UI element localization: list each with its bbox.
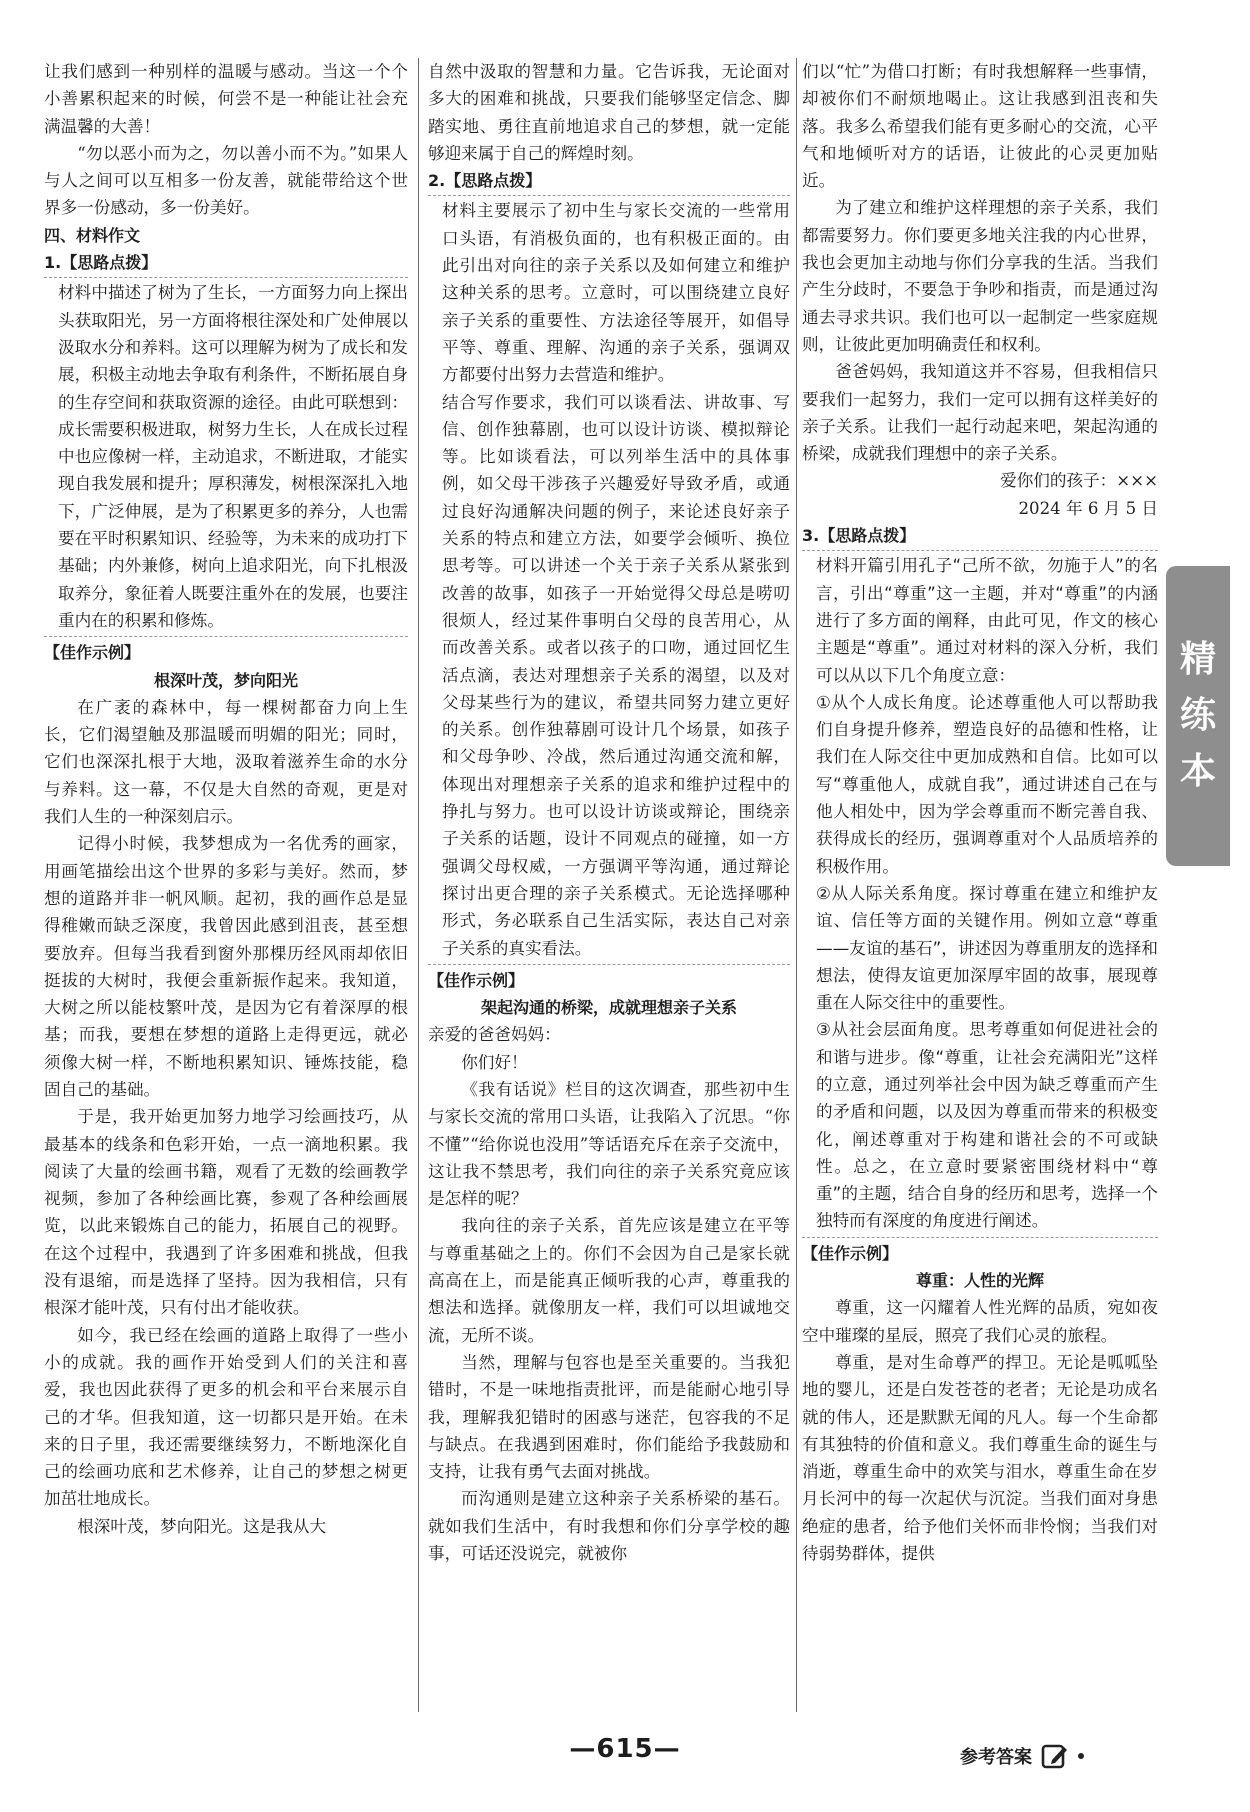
side-tab-char: 精 — [1179, 639, 1216, 680]
column-right — [802, 58, 1158, 1712]
hint-text: 材料开篇引用孔子“己所不欲，勿施于人”的名言，引出“尊重”这一主题，并对“尊重”的内涵进行了多方面的阐释，由此可见，作文的核心主题是“尊重”。通过对材料的深入分析，我们可以从以下几个角度立意： — [816, 556, 1158, 685]
bullet-dot — [1078, 1753, 1084, 1759]
question-heading: 2.【思路点拨】 — [428, 171, 542, 191]
hint-text: ②从人际关系角度。探讨尊重在建立和维护友谊、信任等方面的关键作用。例如立意“尊重——友谊的基石”，讲述因为尊重朋友的选择和想法，使得友谊更加深厚牢固的故事，展现尊重在人际交往中的重要性。 — [816, 883, 1158, 1013]
page-number: —615— — [569, 1734, 681, 1764]
hint-text: 材料中描述了树为了生长，一方面努力向上探出头获取阳光，另一方面将根往深处和广处伸展以汲取水分和养料。这可以理解为树为了成长和发展，积极主动地去争取有利条件，不断拓展自身的生存空间和获取资源的途径。由此可联想到：成长需要积极进取，树努力生长，人在成长过程中也应像树一样，主动追求，不断进取，才能实现自我发展和提升；厚积薄发，树根深深扎入地下，广泛伸展，是为了积累更多的养分，人也需要在平时积累知识、经验等，为未来的成功打下基础；内外兼修，树向上追求阳光，向下扎根汲取养分，象征着人既要注重外在的发展，也要注重内在的积累和修炼。 — [58, 283, 408, 630]
column-divider-2 — [796, 58, 797, 1712]
side-tab-char: 本 — [1179, 751, 1216, 792]
column-middle — [428, 58, 790, 1712]
hint-text: 结合写作要求，我们可以谈看法、讲故事、写信、创作独幕剧，也可以设计访谈、模拟辩论等。比如谈看法，可以列举生活中的具体事例，如父母干涉孩子兴趣爱好导致矛盾，或通过良好沟通解决问题的例子，来论述良好亲子关系的特点和建立方法，如要学会倾听、换位思考等。可以讲述一个关于亲子关系从紧张到改善的故事，如孩子一开始觉得父母总是唠叨很烦人，经过某件事明白父母的良苦用心，从而改善关系。或者以孩子的口吻，通过回忆生活点滴，表达对理想亲子关系的渴望，以及对父母某些行为的建议，希望共同努力建立更好的关系。创作独幕剧可设计几个场景，如孩子和父母争吵、冷战，然后通过沟通交流和解，体现出对理想亲子关系的追求和维护过程中的挣扎与努力。也可以设计访谈或辩论，围绕亲子关系的话题，设计不同观点的碰撞，如一方强调父母权威，一方强调平等沟通，通过辩论探讨出更合理的亲子关系模式。无论选择哪种形式，务必联系自己生活实际，表达自己对亲子关系的真实看法。 — [442, 392, 790, 958]
paragraph: 于是，我开始更加努力地学习绘画技巧，从最基本的线条和色彩开始，一点一滴地积累。我阅读了大量的绘画书籍，观看了无数的绘画教学视频，参加了各种绘画比赛，参观了各种绘画展览，以此来锻炼自己的能力，拓展自己的视野。在这个过程中，我遇到了许多困难和挑战，但我没有退缩，而是选择了坚持。因为我相信，只有根深才能叶茂，只有付出才能收获。 — [44, 1107, 408, 1318]
paragraph: “勿以恶小而为之，勿以善小而不为。”如果人与人之间可以互相多一份友善，就能带给这个世界多一份感动，多一份美好。 — [44, 143, 408, 218]
hint-text: 材料主要展示了初中生与家长交流的一些常用口头语，有消极负面的，也有积极正面的。由此引出对向往的亲子关系以及如何建立和维护这种关系的思考。立意时，可以围绕建立良好亲子关系的重要性、方法途径等展开，如倡导平等、尊重、理解、沟通的亲子关系，强调双方都要付出努力去营造和维护。 — [442, 201, 790, 385]
paragraph: 记得小时候，我梦想成为一名优秀的画家，用画笔描绘出这个世界的多彩与美好。然而，梦想的道路并非一帆风顺。起初，我的画作总是显得稚嫩而缺乏深度，我曾因此感到沮丧，甚至想要放弃。但每当我看到窗外那棵历经风雨却依旧挺拔的大树时，我便会重新振作起来。我知道，大树之所以能枝繁叶茂，是因为它有着深厚的根基；而我，要想在梦想的道路上走得更远，就必须像大树一样，不断地积累知识、锤炼技能，稳固自己的基础。 — [44, 834, 408, 1099]
paragraph: 自然中汲取的智慧和力量。它告诉我，无论面对多大的困难和挑战，只要我们能够坚定信念、脚踏实地、勇往直前地追求自己的梦想，就一定能够迎来属于自己的辉煌时刻。 — [428, 62, 790, 163]
hint-box — [428, 195, 790, 964]
example-heading: 【佳作示例】 — [44, 643, 141, 663]
essay-title: 尊重：人性的光辉 — [915, 1271, 1044, 1291]
paragraph: 们以“忙”为借口打断；有时我想解释一些事情，却被你们不耐烦地喝止。这让我感到沮丧和失落。我多么希望我们能有更多耐心的交流，心平气和地倾听对方的话语，让彼此的心灵更加贴近。 — [802, 62, 1158, 191]
paragraph: 如今，我已经在绘画的道路上取得了一些小小的成就。我的画作开始受到人们的关注和喜爱，我也因此获得了更多的机会和平台来展示自己的才华。但我知道，这一切都只是开始。在未来的日子里，我还需要继续努力，不断地深化自己的绘画功底和艺术修养，让自己的梦想之树更加茁壮地成长。 — [44, 1325, 408, 1509]
question-heading: 3.【思路点拨】 — [802, 526, 916, 546]
section-heading: 四、材料作文 — [44, 225, 141, 245]
paragraph: 在广袤的森林中，每一棵树都奋力向上生长，它们渴望触及那温暖而明媚的阳光；同时，它们也深深扎根于大地，汲取着滋养生命的水分与养料。这一幕，不仅是大自然的奇观，更是对我们人生的一种深刻启示。 — [44, 697, 408, 827]
side-tab — [1166, 566, 1230, 866]
side-tab-char: 练 — [1179, 695, 1216, 736]
hint-text: ①从个人成长角度。论述尊重他人可以帮助我们自身提升修养，塑造良好的品德和性格，让我们在人际交往中更加成熟和自信。比如可以写“尊重他人，成就自我”，通过讲述自己在与他人相处中，因为学会尊重而不断完善自我、获得成长的经历，强调尊重对个人品质培养的积极作用。 — [816, 692, 1158, 876]
letter-date: 2024 年 6 月 5 日 — [1018, 498, 1158, 518]
hint-text: ③从社会层面角度。思考尊重如何促进社会的和谐与进步。像“尊重，让社会充满阳光”这样的立意，通过列举社会中因为缺乏尊重而产生的矛盾和问题，以及因为尊重而带来的积极变化，阐述尊重对于构建和谐社会的不可或缺性。总之，在立意时要紧密围绕材料中“尊重”的主题，结合自身的经历和思考，选择一个独特而有深度的角度进行阐述。 — [816, 1020, 1158, 1231]
paragraph: 根深叶茂，梦向阳光。这是我从大 — [77, 1516, 327, 1536]
hint-box — [802, 550, 1158, 1237]
letter-signature: 爱你们的孩子：××× — [1000, 471, 1158, 491]
essay-title: 架起沟通的桥梁，成就理想亲子关系 — [480, 998, 737, 1018]
essay-title: 根深叶茂，梦向阳光 — [153, 670, 298, 690]
paragraph: 尊重，是对生命尊严的捍卫。无论是呱呱坠地的婴儿，还是白发苍苍的老者；无论是功成名就的伟人，还是默默无闻的凡人。每一个生命都有其独特的价值和意义。我们尊重生命的诞生与消逝，尊重生命中的欢笑与泪水，尊重生命在岁月长河中的每一次起伏与沉淀。当我们面对身患绝症的患者，给予他们关怀而非怜悯；当我们对待弱势群体，提供 — [802, 1352, 1158, 1564]
example-heading: 【佳作示例】 — [428, 970, 525, 990]
question-heading: 1.【思路点拨】 — [44, 253, 158, 273]
paragraph: 我向往的亲子关系，首先应该是建立在平等与尊重基础之上的。你们不会因为自己是家长就高高在上，而是能真正倾听我的心声，尊重我的想法和选择。就像朋友一样，我们可以坦诚地交流，无所不谈。 — [428, 1216, 790, 1345]
letter-greeting: 亲爱的爸爸妈妈： — [428, 1025, 561, 1045]
paragraph: 《我有话说》栏目的这次调查，那些初中生与家长交流的常用口头语，让我陷入了沉思。“你不懂”“给你说也没用”等话语充斥在亲子交流中，这让我不禁思考，我们向往的亲子关系究竟应该是怎样的呢？ — [428, 1079, 790, 1209]
footer — [960, 1740, 1084, 1772]
example-heading: 【佳作示例】 — [802, 1243, 899, 1263]
paragraph: 而沟通则是建立这种亲子关系桥梁的基石。就如我们生活中，有时我想和你们分享学校的趣事，可话还没说完，就被你 — [428, 1489, 790, 1564]
paragraph: 当然，理解与包容也是至关重要的。当我犯错时，不是一味地指责批评，而是能耐心地引导我，理解我犯错时的困惑与迷茫，包容我的不足与缺点。在我遇到困难时，你们能给予我鼓励和支持，让我有勇气去面对挑战。 — [428, 1352, 790, 1482]
hint-box — [44, 277, 408, 637]
footer-label: 参考答案 — [960, 1747, 1032, 1768]
letter-hello: 你们好！ — [461, 1052, 528, 1072]
paragraph: 让我们感到一种别样的温暖与感动。当这一个个小善累积起来的时候，何尝不是一种能让社会充满温馨的大善！ — [44, 62, 408, 136]
paragraph: 爸爸妈妈，我知道这并不容易，但我相信只要我们一起努力，我们一定可以拥有这样美好的亲子关系。让我们一起行动起来吧，架起沟通的桥梁，成就我们理想中的亲子关系。 — [802, 362, 1158, 464]
pen-note-icon — [1040, 1741, 1070, 1771]
column-left — [44, 58, 408, 1712]
column-divider-1 — [418, 58, 419, 1712]
paragraph: 为了建立和维护这样理想的亲子关系，我们都需要努力。你们要更多地关注我的内心世界，我也会更加主动地与你们分享我的生活。当我们产生分歧时，不要急于争吵和指责，而是通过沟通去寻求共识。我们也可以一起制定一些家庭规则，让彼此更加明确责任和权利。 — [802, 198, 1158, 354]
paragraph: 尊重，这一闪耀着人性光辉的品质，宛如夜空中璀璨的星辰，照亮了我们心灵的旅程。 — [802, 1298, 1158, 1345]
